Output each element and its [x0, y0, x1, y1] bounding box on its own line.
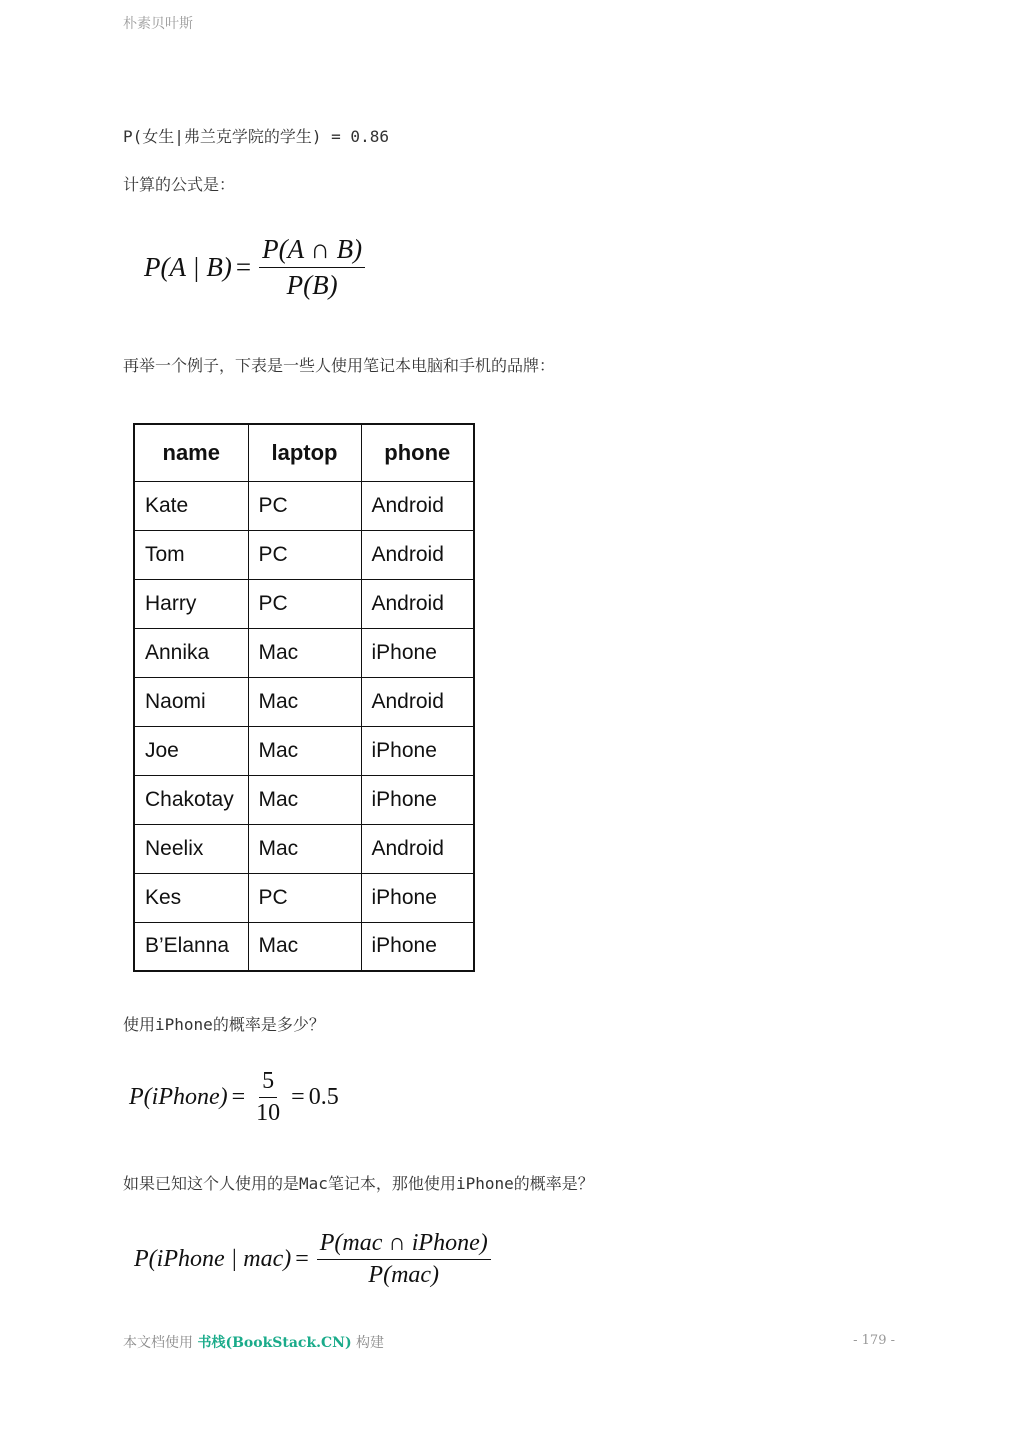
cell-phone: iPhone — [361, 628, 474, 677]
cell-name: Kate — [134, 481, 248, 530]
table-header-row — [134, 424, 474, 481]
conditional-question — [123, 1171, 594, 1194]
conditional-probability-line: P(女生|弗兰克学院的学生) = 0.86 — [123, 127, 389, 146]
cell-phone: iPhone — [361, 873, 474, 922]
question2-mid: 笔记本，那他使用 — [327, 1174, 456, 1193]
footer-suffix: 构建 — [351, 1335, 385, 1351]
cell-phone: Android — [361, 579, 474, 628]
table-row — [134, 775, 474, 824]
table-row — [134, 726, 474, 775]
cell-laptop: PC — [248, 481, 361, 530]
footer-prefix: 本文档使用 — [123, 1335, 198, 1351]
formula2-lhs: P(iPhone) — [129, 1084, 228, 1110]
formula-iphone-probability — [129, 1068, 339, 1127]
cell-laptop: PC — [248, 873, 361, 922]
table-row — [134, 922, 474, 971]
question2-post: 的概率是？ — [513, 1174, 594, 1193]
running-header: 朴素贝叶斯 — [123, 16, 193, 32]
table-row — [134, 677, 474, 726]
table-row — [134, 579, 474, 628]
cell-name: Harry — [134, 579, 248, 628]
question1-pre: 使用 — [123, 1015, 156, 1034]
formula3-numerator: P(mac ∩ iPhone) — [317, 1230, 491, 1260]
formula-intro-text: 计算的公式是： — [123, 175, 236, 194]
cell-laptop: Mac — [248, 922, 361, 971]
cell-phone: Android — [361, 481, 474, 530]
cell-laptop: Mac — [248, 677, 361, 726]
question1-post: 的概率是多少？ — [212, 1015, 325, 1034]
cell-name: Naomi — [134, 677, 248, 726]
formula2-result: 0.5 — [308, 1084, 339, 1110]
cell-name: Neelix — [134, 824, 248, 873]
table-row — [134, 530, 474, 579]
cell-name: Chakotay — [134, 775, 248, 824]
cell-phone: Android — [361, 677, 474, 726]
cell-phone: Android — [361, 824, 474, 873]
cell-laptop: PC — [248, 579, 361, 628]
formula1-equals: = — [235, 252, 252, 282]
cell-name: B’Elanna — [134, 922, 248, 971]
formula3-fraction — [317, 1230, 491, 1289]
formula-conditional-probability — [144, 234, 369, 301]
question2-iphone: iPhone — [455, 1174, 514, 1193]
formula1-fraction — [259, 234, 365, 301]
cell-name: Tom — [134, 530, 248, 579]
footer-bookstack-link[interactable]: 书栈(BookStack.CN) — [197, 1335, 352, 1351]
question2-mac: Mac — [299, 1174, 328, 1193]
formula2-equals-2: = — [291, 1084, 305, 1110]
running-footer — [123, 1332, 384, 1352]
cell-phone: iPhone — [361, 922, 474, 971]
cell-name: Kes — [134, 873, 248, 922]
formula1-denominator: P(B) — [286, 270, 338, 300]
question2-pre: 如果已知这个人使用的是 — [123, 1174, 300, 1193]
cell-laptop: Mac — [248, 775, 361, 824]
cell-laptop: Mac — [248, 628, 361, 677]
formula3-equals: = — [295, 1246, 309, 1272]
table-row — [134, 873, 474, 922]
cell-name: Annika — [134, 628, 248, 677]
cell-laptop: Mac — [248, 824, 361, 873]
formula2-equals: = — [231, 1084, 246, 1110]
table-row — [134, 628, 474, 677]
iphone-probability-question — [123, 1012, 325, 1035]
cell-phone: iPhone — [361, 726, 474, 775]
table-intro-text: 再举一个例子，下表是一些人使用笔记本电脑和手机的品牌： — [123, 356, 556, 375]
cell-phone: iPhone — [361, 775, 474, 824]
formula2-numerator: 5 — [259, 1068, 277, 1098]
cell-phone: Android — [361, 530, 474, 579]
brand-usage-table — [133, 423, 475, 972]
cell-laptop: PC — [248, 530, 361, 579]
formula1-numerator: P(A ∩ B) — [259, 234, 365, 268]
table-row — [134, 481, 474, 530]
table-header-name: name — [134, 424, 248, 481]
formula3-lhs: P(iPhone | mac) — [134, 1246, 292, 1272]
formula2-fraction — [253, 1068, 283, 1127]
table-header-laptop: laptop — [248, 424, 361, 481]
cell-laptop: Mac — [248, 726, 361, 775]
formula1-lhs: P(A | B) — [144, 252, 232, 282]
formula3-denominator: P(mac) — [368, 1262, 440, 1288]
cell-name: Joe — [134, 726, 248, 775]
table-header-phone: phone — [361, 424, 474, 481]
table-row — [134, 824, 474, 873]
question1-iphone: iPhone — [155, 1015, 213, 1034]
formula2-denominator: 10 — [256, 1100, 281, 1126]
page-number: - 179 - — [853, 1333, 895, 1348]
formula-iphone-given-mac — [134, 1230, 495, 1289]
